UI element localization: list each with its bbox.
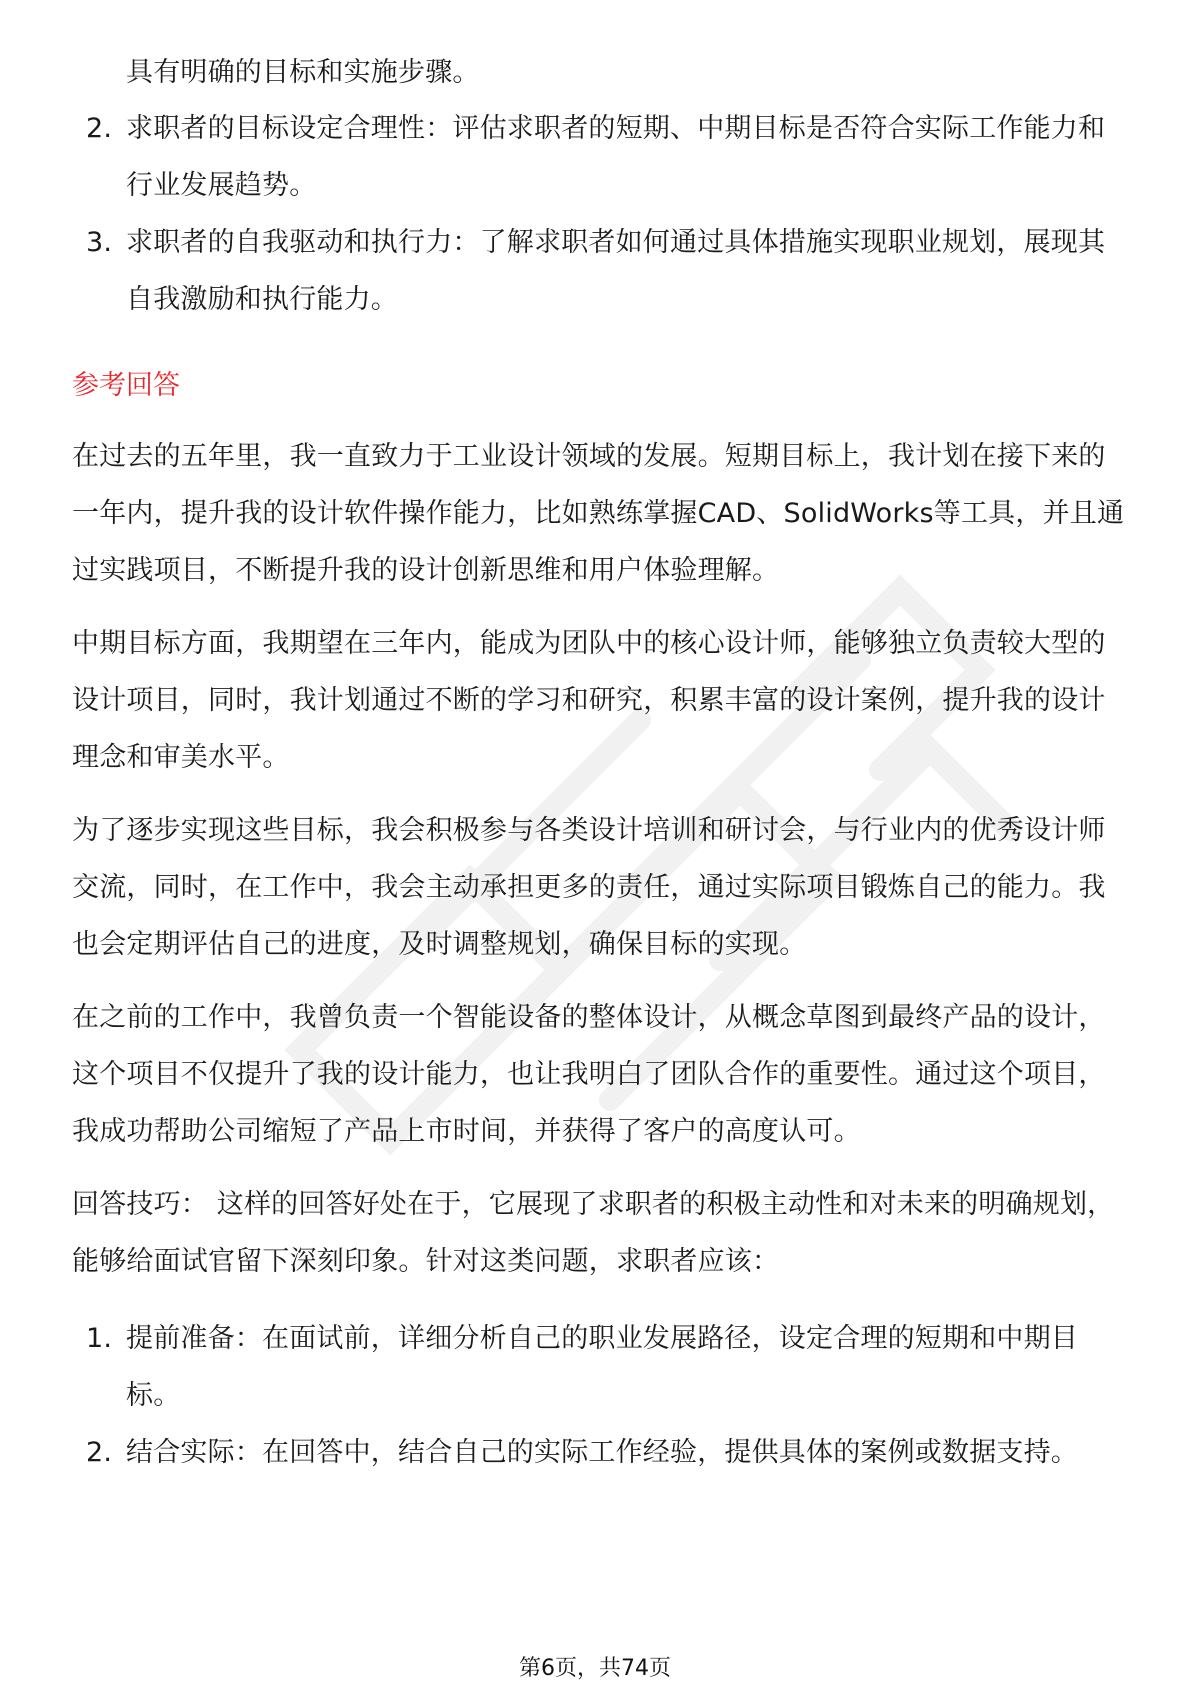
list-item-number: 1. [86,1323,113,1354]
tips-list [80,1310,1130,1481]
page-number: 第6页，共74页 [519,1656,671,1681]
answer-heading: 参考回答 [72,370,180,401]
criteria-list [80,100,1130,328]
answer-paragraph: 中期目标方面，我期望在三年内，能成为团队中的核心设计师，能够独立负责较大型的设计项目，同时，我计划通过不断的学习和研究，积累丰富的设计案例，提升我的设计理念和审美水平。 [72,628,1106,773]
list-item-number: 3. [86,227,113,258]
answer-paragraph: 在过去的五年里，我一直致力于工业设计领域的发展。短期目标上，我计划在接下来的一年内，提升我的设计软件操作能力，比如熟练掌握CAD、SolidWorks等工具，并且通过实践项目，不断提升我的设计创新思维和用户体验理解。 [72,441,1125,586]
list-item-continuation: 具有明确的目标和实施步骤。 [126,57,480,88]
list-item [80,1424,1130,1481]
tips-intro-paragraph: 回答技巧： 这样的回答好处在于，它展现了求职者的积极主动性和对未来的明确规划，能够给面试官留下深刻印象。针对这类问题，求职者应该： [72,1189,1115,1277]
list-item [80,1310,1130,1424]
list-item-number: 2. [86,113,113,144]
list-item-text: 求职者的自我驱动和执行力：了解求职者如何通过具体措施实现职业规划，展现其自我激励和执行能力。 [126,227,1106,315]
answer-paragraph: 为了逐步实现这些目标，我会积极参与各类设计培训和研讨会，与行业内的优秀设计师交流，同时，在工作中，我会主动承担更多的责任，通过实际项目锻炼自己的能力。我也会定期评估自己的进度，及时调整规划，确保目标的实现。 [72,815,1106,960]
list-item [80,214,1130,328]
list-item [80,100,1130,214]
list-item-text: 结合实际：在回答中，结合自己的实际工作经验，提供具体的案例或数据支持。 [126,1437,1078,1468]
list-item-text: 提前准备：在面试前，详细分析自己的职业发展路径，设定合理的短期和中期目标。 [126,1323,1078,1411]
list-item-number: 2. [86,1437,113,1468]
list-item-text: 求职者的目标设定合理性：评估求职者的短期、中期目标是否符合实际工作能力和行业发展趋势。 [126,113,1106,201]
answer-paragraph: 在之前的工作中，我曾负责一个智能设备的整体设计，从概念草图到最终产品的设计，这个项目不仅提升了我的设计能力，也让我明白了团队合作的重要性。通过这个项目，我成功帮助公司缩短了产品上市时间，并获得了客户的高度认可。 [72,1002,1106,1147]
